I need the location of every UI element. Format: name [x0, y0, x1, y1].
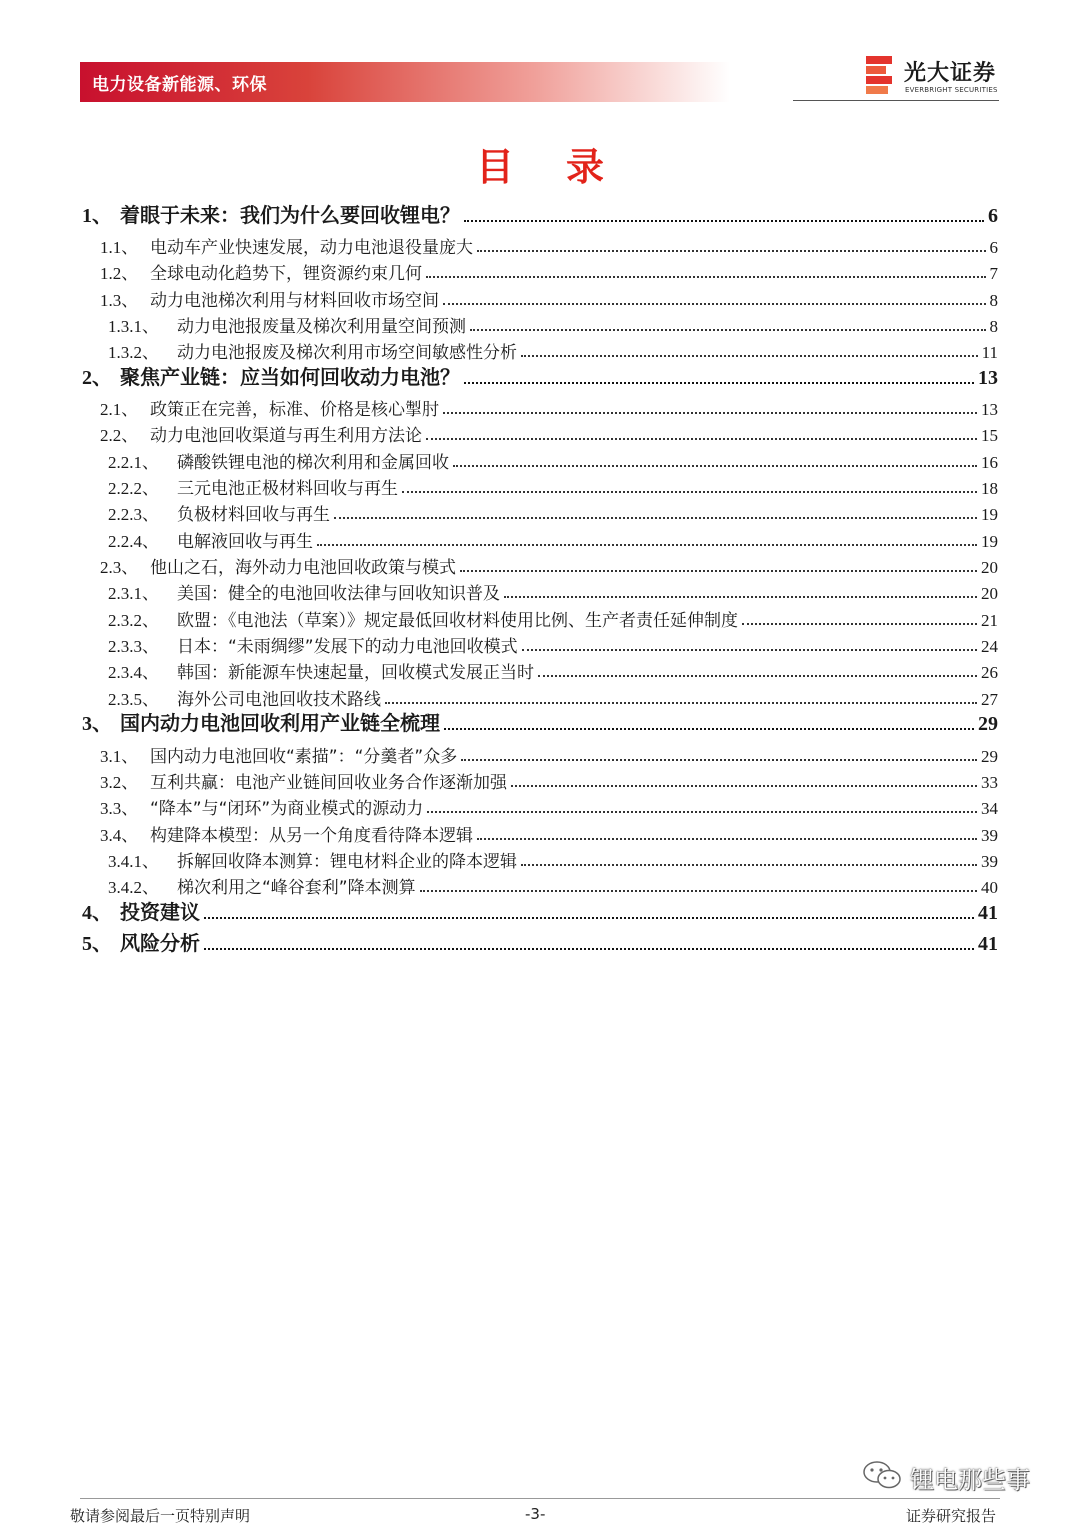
toc-entry-page: 40	[981, 878, 998, 897]
toc-entry-number: 1.3.2、	[108, 343, 159, 362]
toc-entry-page: 24	[981, 637, 998, 656]
toc-entry-number: 1.2、	[100, 264, 139, 283]
toc-entry-label: 全球电动化趋势下，锂资源约束几何	[150, 264, 422, 284]
toc-entry[interactable]	[100, 285, 998, 311]
toc-dot-leader	[443, 302, 986, 305]
toc-entry-number: 3.2、	[100, 773, 139, 792]
toc-entry-label: 拆解回收降本测算：锂电材料企业的降本逻辑	[177, 852, 517, 872]
toc-dot-leader	[204, 947, 974, 950]
toc-entry-page: 16	[981, 453, 998, 472]
toc-entry-label: 他山之石，海外动力电池回收政策与模式	[150, 558, 456, 578]
toc-entry-number: 1.3、	[100, 291, 139, 310]
toc-dot-leader	[420, 889, 977, 892]
toc-dot-leader	[317, 543, 977, 546]
toc-dot-leader	[504, 595, 977, 598]
toc-entry-page: 19	[981, 532, 998, 551]
toc-entry-number: 2.2.2、	[108, 479, 159, 498]
toc-entry-page: 18	[981, 479, 998, 498]
toc-entry-page: 21	[981, 611, 998, 630]
toc-entry-number: 3.3、	[100, 799, 139, 818]
toc-entry-page: 6	[989, 238, 998, 257]
toc-entry-number: 2.3.4、	[108, 663, 159, 682]
toc-entry-number: 1.3.1、	[108, 317, 159, 336]
toc-dot-leader	[470, 328, 986, 331]
footer-divider	[80, 1498, 1000, 1499]
toc-entry-label: 动力电池梯次利用与材料回收市场空间	[150, 291, 439, 311]
toc-entry[interactable]	[82, 202, 998, 228]
toc-dot-leader	[511, 784, 977, 787]
toc-entry[interactable]	[108, 526, 998, 552]
page-title: 目录	[475, 145, 656, 189]
toc-entry-label: 风险分析	[120, 931, 200, 955]
toc-entry[interactable]	[108, 605, 998, 631]
toc-entry[interactable]	[108, 499, 998, 525]
toc-entry-page: 7	[989, 264, 998, 283]
toc-entry-label: 欧盟：《电池法（草案）》规定最低回收材料使用比例、生产者责任延伸制度	[177, 611, 738, 631]
toc-entry[interactable]	[100, 420, 998, 446]
toc-entry-label: 动力电池报废及梯次利用市场空间敏感性分析	[177, 343, 517, 363]
toc-dot-leader	[444, 727, 974, 730]
toc-dot-leader	[443, 411, 977, 414]
toc-entry[interactable]	[108, 311, 998, 337]
toc-entry[interactable]	[108, 872, 998, 898]
toc-entry-label: 负极材料回收与再生	[177, 505, 330, 525]
toc-entry[interactable]	[108, 473, 998, 499]
toc-dot-leader	[522, 648, 977, 651]
section-label: 电力设备新能源、环保	[92, 75, 267, 95]
wechat-icon	[862, 1460, 902, 1490]
toc-entry-number: 2.1、	[100, 400, 139, 419]
toc-entry-page: 41	[978, 902, 998, 924]
toc-entry-number: 2.2.1、	[108, 453, 159, 472]
page-number: -3-	[525, 1505, 546, 1523]
toc-entry-number: 5、	[82, 933, 112, 955]
toc-entry-page: 41	[978, 933, 998, 955]
header-rule	[793, 100, 999, 101]
toc-entry[interactable]	[100, 394, 998, 420]
toc-entry-label: 动力电池回收渠道与再生利用方法论	[150, 426, 422, 446]
toc-entry-page: 29	[981, 747, 998, 766]
toc-entry-page: 29	[978, 713, 998, 735]
toc-entry[interactable]	[82, 899, 998, 925]
toc-entry-label: 三元电池正极材料回收与再生	[177, 479, 398, 499]
toc-entry[interactable]	[108, 578, 998, 604]
toc-entry-label: “降本”与“闭环”为商业模式的源动力	[150, 799, 424, 819]
toc-entry-page: 27	[981, 690, 998, 709]
toc-entry[interactable]	[100, 258, 998, 284]
toc-entry[interactable]	[82, 364, 998, 390]
toc-entry-number: 2.3.1、	[108, 584, 159, 603]
toc-entry-number: 1、	[82, 205, 112, 227]
toc-dot-leader	[402, 490, 977, 493]
toc-entry-label: 着眼于未来：我们为什么要回收锂电？	[120, 203, 460, 227]
toc-dot-leader	[477, 249, 986, 252]
toc-entry[interactable]	[82, 710, 998, 736]
toc-entry-page: 33	[981, 773, 998, 792]
toc-entry[interactable]	[108, 657, 998, 683]
toc-entry-page: 19	[981, 505, 998, 524]
toc-entry[interactable]	[100, 741, 998, 767]
toc-dot-leader	[742, 622, 977, 625]
toc-entry-number: 1.1、	[100, 238, 139, 257]
toc-entry-label: 国内动力电池回收“素描”：“分羹者”众多	[150, 747, 458, 767]
toc-entry-page: 39	[981, 826, 998, 845]
toc-entry-number: 2.3.3、	[108, 637, 159, 656]
footer-disclaimer: 敬请参阅最后一页特别声明	[70, 1507, 251, 1525]
toc-dot-leader	[453, 464, 977, 467]
toc-entry[interactable]	[108, 631, 998, 657]
logo-cn: 光大证券	[904, 61, 997, 86]
toc-entry[interactable]	[100, 552, 998, 578]
toc-dot-leader	[385, 701, 977, 704]
toc-entry[interactable]	[108, 337, 998, 363]
toc-entry-label: 投资建议	[120, 900, 200, 924]
toc-entry[interactable]	[100, 820, 998, 846]
toc-entry[interactable]	[100, 767, 998, 793]
toc-dot-leader	[521, 863, 977, 866]
toc-entry-number: 4、	[82, 902, 112, 924]
toc-entry[interactable]	[100, 793, 998, 819]
footer-report-type: 证券研究报告	[906, 1507, 997, 1525]
toc-entry-page: 6	[988, 205, 998, 227]
toc-dot-leader	[426, 437, 977, 440]
toc-entry-page: 13	[978, 367, 998, 389]
toc-entry-label: 日本：“未雨绸缪”发展下的动力电池回收模式	[177, 637, 518, 657]
toc-entry-label: 电解液回收与再生	[177, 532, 313, 552]
toc-entry-number: 2.2.3、	[108, 505, 159, 524]
toc-entry-number: 2.2.4、	[108, 532, 159, 551]
toc-entry-number: 2、	[82, 367, 112, 389]
toc-dot-leader	[204, 916, 974, 919]
toc-entry-page: 34	[981, 799, 998, 818]
toc-entry-number: 2.3.2、	[108, 611, 159, 630]
toc-entry-label: 美国：健全的电池回收法律与回收知识普及	[177, 584, 500, 604]
toc-entry-label: 政策正在完善，标准、价格是核心掣肘	[150, 400, 439, 420]
toc-dot-leader	[334, 516, 977, 519]
watermark-text: 锂电那些事	[910, 1466, 1030, 1494]
toc-entry-label: 动力电池报废量及梯次利用量空间预测	[177, 317, 466, 337]
toc-entry-label: 电动车产业快速发展，动力电池退役量庞大	[150, 238, 473, 258]
toc-entry-label: 磷酸铁锂电池的梯次利用和金属回收	[177, 453, 449, 473]
toc-dot-leader	[460, 569, 977, 572]
toc-dot-leader	[427, 810, 977, 813]
toc-entry[interactable]	[108, 846, 998, 872]
toc-entry-number: 3.4.1、	[108, 852, 159, 871]
toc-entry-label: 聚焦产业链：应当如何回收动力电池？	[120, 365, 460, 389]
toc-dot-leader	[464, 219, 984, 222]
toc-entry-page: 39	[981, 852, 998, 871]
toc-entry-page: 8	[989, 317, 998, 336]
toc-entry-number: 2.2、	[100, 426, 139, 445]
toc-entry[interactable]	[100, 232, 998, 258]
toc-entry-page: 20	[981, 558, 998, 577]
toc-dot-leader	[464, 381, 974, 384]
everbright-logo	[866, 56, 1006, 100]
logo-en: EVERBRIGHT SECURITIES	[905, 86, 998, 94]
toc-entry-number: 3.1、	[100, 747, 139, 766]
toc-entry-label: 梯次利用之“峰谷套利”降本测算	[177, 878, 416, 898]
toc-entry-label: 海外公司电池回收技术路线	[177, 690, 381, 710]
toc-entry[interactable]	[108, 447, 998, 473]
toc-entry-page: 11	[981, 343, 998, 362]
logo-mark-icon	[866, 56, 894, 96]
toc-dot-leader	[477, 837, 977, 840]
toc-entry-number: 3、	[82, 713, 112, 735]
toc-entry-label: 韩国：新能源车快速起量，回收模式发展正当时	[177, 663, 534, 683]
toc-entry-page: 26	[981, 663, 998, 682]
toc-entry-page: 8	[989, 291, 998, 310]
toc-dot-leader	[538, 674, 977, 677]
toc-entry-number: 2.3、	[100, 558, 139, 577]
toc-entry-label: 国内动力电池回收利用产业链全梳理	[120, 711, 440, 735]
toc-entry-page: 15	[981, 426, 998, 445]
toc-entry-label: 互利共赢：电池产业链间回收业务合作逐渐加强	[150, 773, 507, 793]
toc-entry-page: 13	[981, 400, 998, 419]
toc-dot-leader	[461, 758, 977, 761]
toc-entry-page: 20	[981, 584, 998, 603]
toc-entry-number: 3.4.2、	[108, 878, 159, 897]
toc-entry-number: 3.4、	[100, 826, 139, 845]
toc-entry-number: 2.3.5、	[108, 690, 159, 709]
toc-entry-label: 构建降本模型：从另一个角度看待降本逻辑	[150, 826, 473, 846]
toc-dot-leader	[426, 275, 986, 278]
toc-entry[interactable]	[82, 930, 998, 956]
toc-dot-leader	[521, 354, 978, 357]
